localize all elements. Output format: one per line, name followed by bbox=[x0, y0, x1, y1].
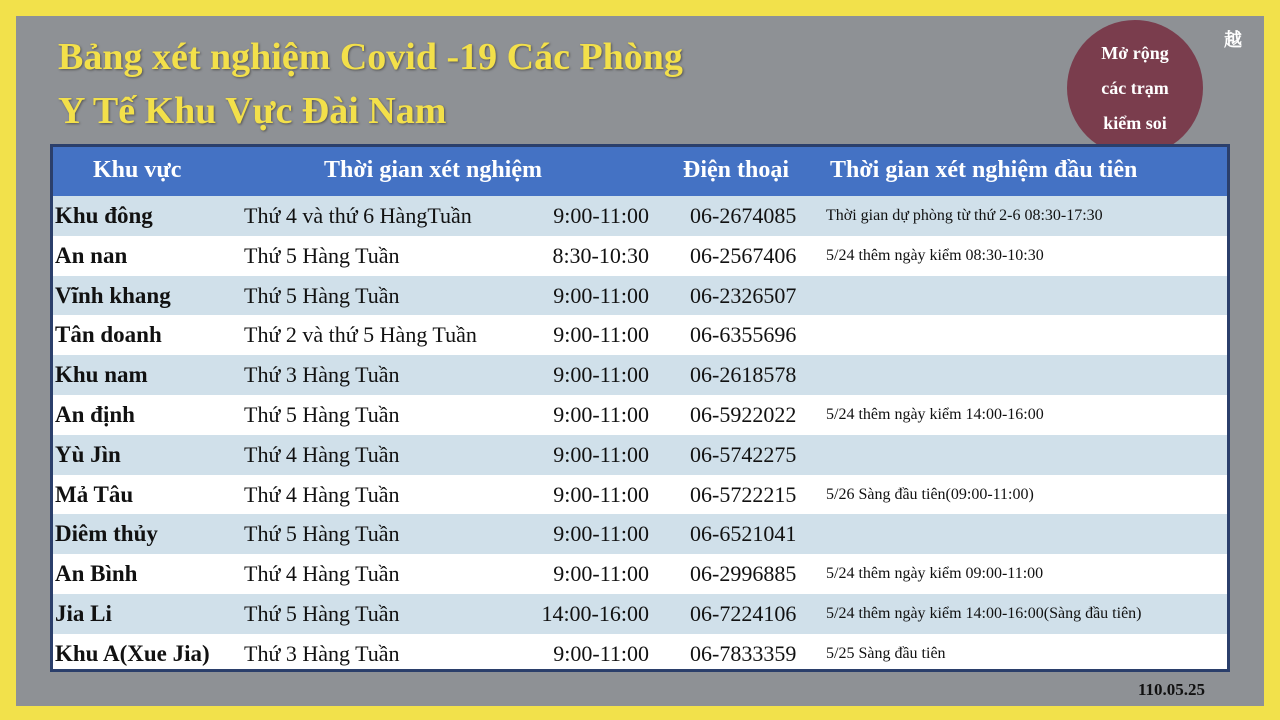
cell-area: An Bình bbox=[55, 561, 138, 587]
cell-area: Khu nam bbox=[55, 362, 148, 388]
cell-time: 9:00-11:00 bbox=[553, 481, 649, 507]
cell-area: Khu đông bbox=[55, 203, 153, 228]
cell-day: Thứ 4 Hàng Tuần bbox=[244, 561, 400, 587]
cell-note: 5/24 thêm ngày kiểm 14:00-16:00 bbox=[826, 405, 1044, 423]
cell-phone: 06-7833359 bbox=[690, 640, 797, 666]
cell-time: 9:00-11:00 bbox=[553, 401, 649, 427]
cell-time: 9:00-11:00 bbox=[553, 561, 649, 587]
cell-time: 9:00-11:00 bbox=[553, 322, 649, 348]
title-line-1: Bảng xét nghiệm Covid -19 Các Phòng bbox=[58, 36, 683, 78]
badge-line-2: các trạm bbox=[1101, 77, 1169, 98]
cell-note: 5/24 thêm ngày kiểm 14:00-16:00(Sàng đầu tiên) bbox=[826, 604, 1142, 622]
expand-stations-badge bbox=[1067, 20, 1203, 156]
table-body bbox=[53, 196, 1227, 672]
table-row bbox=[53, 594, 1227, 634]
cell-phone: 06-6521041 bbox=[690, 521, 797, 547]
cell-area: Diêm thủy bbox=[55, 521, 158, 547]
table-row bbox=[53, 554, 1227, 594]
cell-day: Thứ 2 và thứ 5 Hàng Tuần bbox=[244, 322, 477, 348]
cell-day: Thứ 5 Hàng Tuần bbox=[244, 401, 400, 427]
cell-phone: 06-7224106 bbox=[690, 600, 797, 626]
testing-schedule-table bbox=[50, 144, 1230, 672]
cell-phone: 06-2618578 bbox=[690, 362, 797, 388]
cell-area: Vĩnh khang bbox=[55, 282, 171, 308]
cell-phone: 06-2567406 bbox=[690, 242, 797, 268]
cell-area: Yù Jìn bbox=[55, 441, 121, 467]
table-row bbox=[53, 276, 1227, 316]
cell-day: Thứ 3 Hàng Tuần bbox=[244, 640, 400, 666]
cell-area: Khu A(Xue Jia) bbox=[55, 640, 210, 666]
table-row bbox=[53, 395, 1227, 435]
badge-line-3: kiểm soi bbox=[1103, 112, 1167, 133]
header-area: Khu vực bbox=[93, 157, 182, 183]
cell-day: Thứ 4 Hàng Tuần bbox=[244, 481, 400, 507]
table-row bbox=[53, 435, 1227, 475]
cell-time: 9:00-11:00 bbox=[553, 282, 649, 308]
cell-day: Thứ 5 Hàng Tuần bbox=[244, 521, 400, 547]
cell-time: 9:00-11:00 bbox=[553, 521, 649, 547]
title-line-2: Y Tế Khu Vực Đài Nam bbox=[58, 90, 447, 132]
cell-area: Tân doanh bbox=[55, 322, 162, 348]
header-phone: Điện thoại bbox=[683, 157, 790, 183]
cell-day: Thứ 4 Hàng Tuần bbox=[244, 441, 400, 467]
badge-line-1: Mở rộng bbox=[1101, 42, 1169, 63]
cell-time: 9:00-11:00 bbox=[553, 441, 649, 467]
cell-phone: 06-6355696 bbox=[690, 322, 797, 348]
table-row bbox=[53, 634, 1227, 672]
cell-day: Thứ 5 Hàng Tuần bbox=[244, 242, 400, 268]
cell-day: Thứ 5 Hàng Tuần bbox=[244, 282, 400, 308]
date-label: 110.05.25 bbox=[1138, 680, 1206, 699]
cell-time: 14:00-16:00 bbox=[541, 600, 649, 626]
cell-phone: 06-5922022 bbox=[690, 401, 797, 427]
cell-time: 9:00-11:00 bbox=[553, 203, 649, 228]
cell-phone: 06-5742275 bbox=[690, 441, 797, 467]
table-row bbox=[53, 514, 1227, 554]
cell-area: An nan bbox=[55, 242, 128, 268]
table-row bbox=[53, 196, 1227, 236]
header-test-time: Thời gian xét nghiệm bbox=[324, 157, 542, 183]
cell-phone: 06-2326507 bbox=[690, 282, 797, 308]
cell-area: An định bbox=[55, 401, 135, 427]
table-row bbox=[53, 355, 1227, 395]
table-row bbox=[53, 315, 1227, 355]
cell-note: 5/24 thêm ngày kiểm 09:00-11:00 bbox=[826, 565, 1044, 583]
cell-time: 8:30-10:30 bbox=[552, 242, 649, 268]
header-first-test-time: Thời gian xét nghiệm đầu tiên bbox=[830, 157, 1138, 183]
table-row bbox=[53, 236, 1227, 276]
language-tag: 越 bbox=[1224, 30, 1242, 51]
cell-note: 5/26 Sàng đầu tiên(09:00-11:00) bbox=[826, 485, 1034, 503]
cell-note: 5/25 Sàng đầu tiên bbox=[826, 644, 946, 662]
cell-day: Thứ 5 Hàng Tuần bbox=[244, 600, 400, 626]
page-title bbox=[58, 30, 683, 138]
cell-area: Mả Tâu bbox=[55, 481, 134, 507]
table-header bbox=[53, 147, 1227, 196]
table-row bbox=[53, 475, 1227, 515]
cell-day: Thứ 4 và thứ 6 HàngTuần bbox=[244, 203, 472, 228]
cell-area: Jia Li bbox=[55, 600, 112, 626]
cell-note: Thời gian dự phòng từ thứ 2-6 08:30-17:30 bbox=[826, 207, 1103, 224]
cell-day: Thứ 3 Hàng Tuần bbox=[244, 362, 400, 388]
cell-note: 5/24 thêm ngày kiểm 08:30-10:30 bbox=[826, 246, 1044, 264]
cell-time: 9:00-11:00 bbox=[553, 640, 649, 666]
cell-time: 9:00-11:00 bbox=[553, 362, 649, 388]
cell-phone: 06-2996885 bbox=[690, 561, 797, 587]
cell-phone: 06-2674085 bbox=[690, 203, 797, 228]
cell-phone: 06-5722215 bbox=[690, 481, 797, 507]
